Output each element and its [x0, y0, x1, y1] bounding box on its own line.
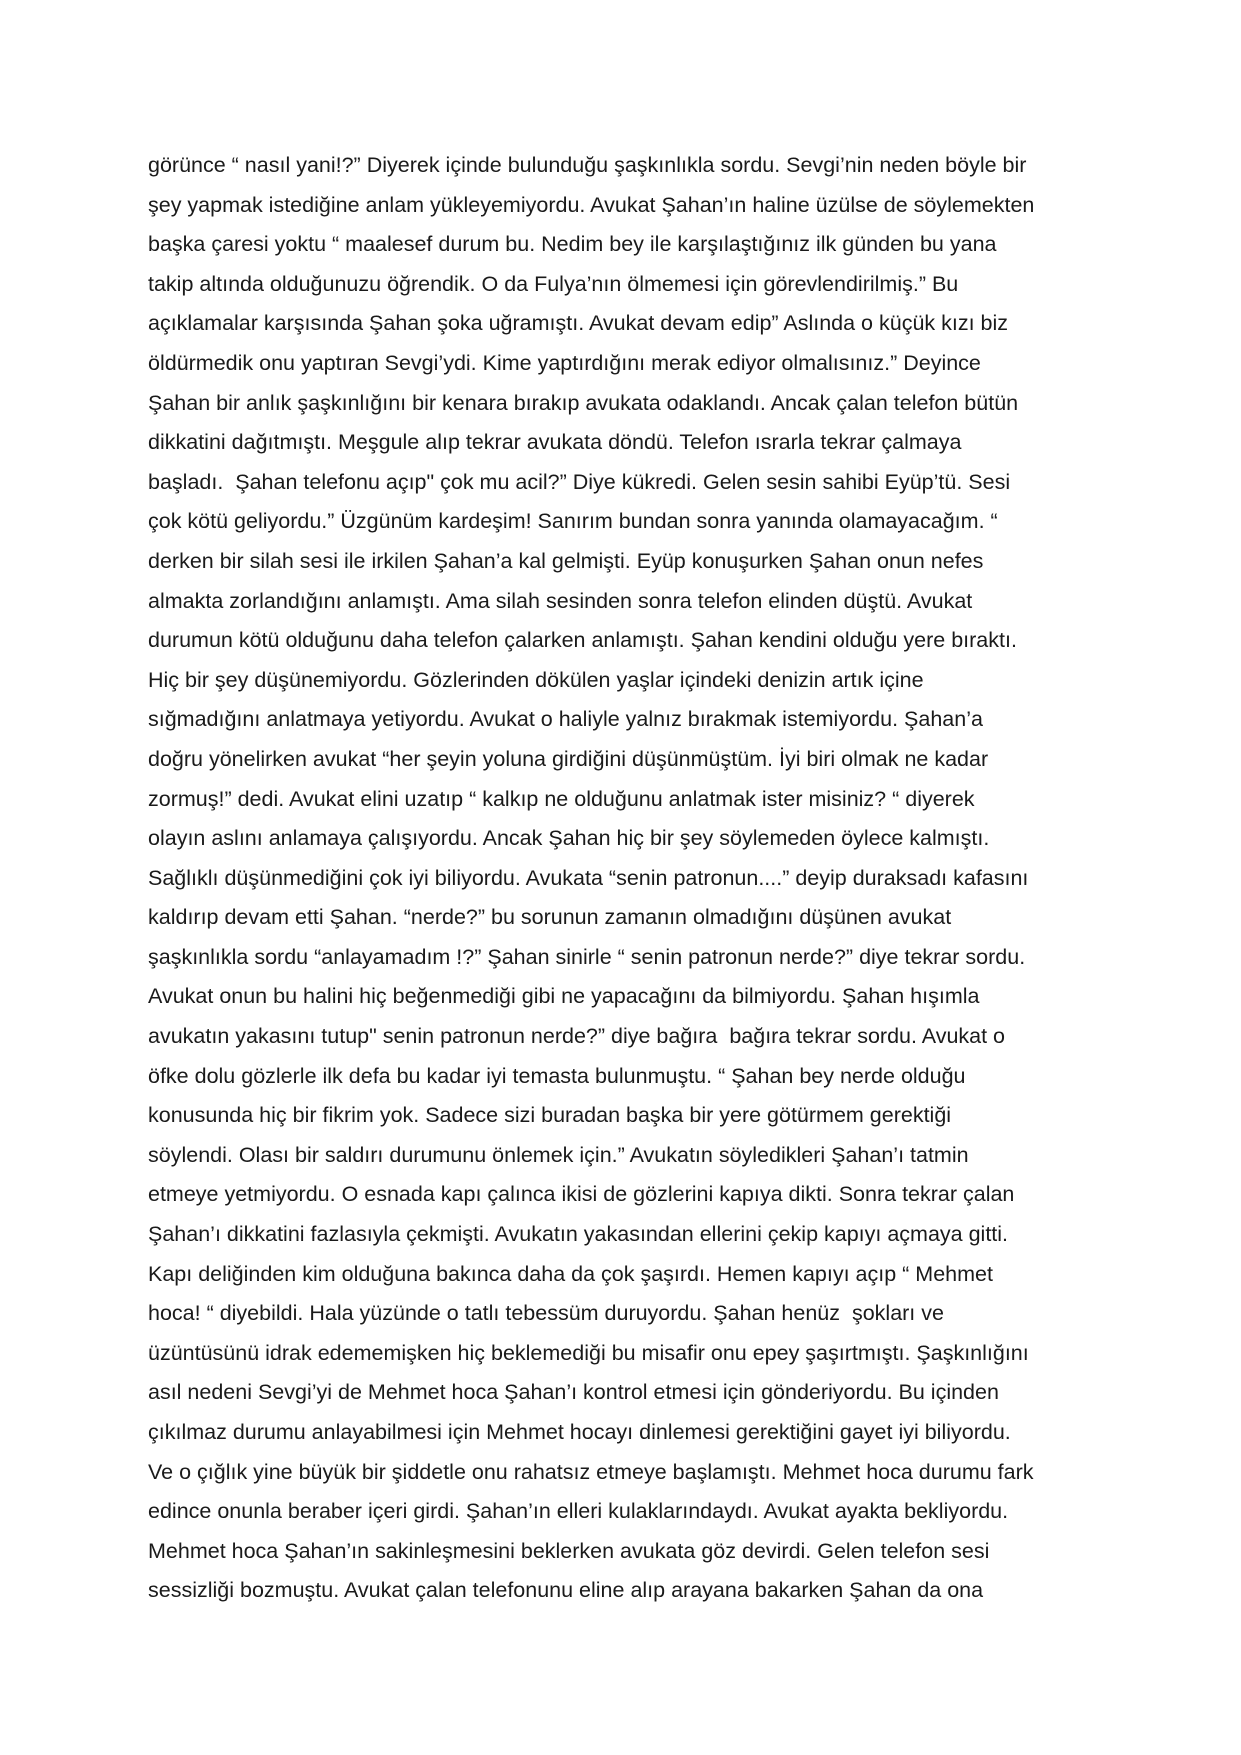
text-line: asıl nedeni Sevgi’yi de Mehmet hoca Şahan’ı kontrol etmesi için gönderiyordu. Bu içinden — [148, 1380, 999, 1405]
text-line: öfke dolu gözlerle ilk defa bu kadar iyi temasta bulunmuştu. “ Şahan bey nerde olduğu — [148, 1063, 966, 1088]
text-line: Avukat onun bu halini hiç beğenmediği gibi ne yapacağını da bilmiyordu. Şahan hışımla — [148, 984, 980, 1009]
text-line: avukatın yakasını tutup" senin patronun nerde?” diye bağıra bağıra tekrar sordu. Avukat o — [148, 1024, 1006, 1049]
text-line: Şahan bir anlık şaşkınlığını bir kenara bırakıp avukata odaklandı. Ancak çalan telefon bütün — [148, 390, 1019, 415]
text-line: hoca! “ diyebildi. Hala yüzünde o tatlı tebessüm duruyordu. Şahan henüz şokları ve — [148, 1301, 944, 1326]
text-line: edince onunla beraber içeri girdi. Şahan’ın elleri kulaklarındaydı. Avukat ayakta bekliyordu. — [148, 1499, 1009, 1524]
text-line: etmeye yetmiyordu. O esnada kapı çalınca ikisi de gözlerini kapıya dikti. Sonra tekrar çalan — [148, 1182, 1015, 1207]
text-line: üzüntüsünü idrak edememişken hiç beklemediği bu misafir onu epey şaşırtmıştı. Şaşkınlığını — [148, 1340, 1029, 1365]
text-line: Mehmet hoca Şahan’ın sakinleşmesini beklerken avukata göz devirdi. Gelen telefon sesi — [148, 1538, 990, 1563]
text-line: sığmadığını anlatmaya yetiyordu. Avukat o haliyle yalnız bırakmak istemiyordu. Şahan’a — [148, 707, 983, 732]
text-line: Kapı deliğinden kim olduğuna bakınca daha da çok şaşırdı. Hemen kapıyı açıp “ Mehmet — [148, 1261, 993, 1286]
text-line: Sağlıklı düşünmediğini çok iyi biliyordu. Avukata “senin patronun....” deyip duraksadı kafasını — [148, 865, 1029, 890]
text-line: çıkılmaz durumu anlayabilmesi için Mehmet hocayı dinlemesi gerektiğini gayet iyi biliyordu. — [148, 1420, 1011, 1444]
body-text — [148, 146, 1108, 1611]
text-line: öldürmedik onu yaptıran Sevgi’ydi. Kime yaptırdığını merak ediyor olmalısınız.” Deyince — [148, 350, 981, 375]
text-line: doğru yönelirken avukat “her şeyin yoluna girdiğini düşünmüştüm. İyi biri olmak ne kadar — [148, 746, 989, 771]
text-line: çok kötü geliyordu.” Üzgünüm kardeşim! Sanırım bundan sonra yanında olamayacağım. “ — [148, 509, 998, 534]
text-line: durumun kötü olduğunu daha telefon çalarken anlamıştı. Şahan kendini olduğu yere bıraktı. — [148, 628, 1017, 653]
text-line: açıklamalar karşısında Şahan şoka uğramıştı. Avukat devam edip” Aslında o küçük kızı biz — [148, 311, 1009, 336]
text-line: almakta zorlandığını anlamıştı. Ama silah sesinden sonra telefon elinden düştü. Avukat — [148, 588, 973, 613]
text-line: Şahan’ı dikkatini fazlasıyla çekmişti. Avukatın yakasından ellerini çekip kapıyı açmaya gitti. — [148, 1222, 1009, 1247]
text-line: başladı. Şahan telefonu açıp" çok mu acil?” Diye kükredi. Gelen sesin sahibi Eyüp’tü. Sesi — [148, 469, 1011, 494]
text-line: Hiç bir şey düşünemiyordu. Gözlerinden dökülen yaşlar içindeki denizin artık içine — [148, 667, 924, 692]
text-line: görünce “ nasıl yani!?” Diyerek içinde bulunduğu şaşkınlıkla sordu. Sevgi’nin neden böyle bir — [148, 153, 1027, 177]
text-line: takip altında olduğunuzu öğrendik. O da Fulya’nın ölmemesi için görevlendirilmiş.” Bu — [148, 271, 959, 296]
text-line: Ve o çığlık yine büyük bir şiddetle onu rahatsız etmeye başlamıştı. Mehmet hoca durumu fark — [148, 1459, 1034, 1484]
text-line: başka çaresi yoktu “ maalesef durum bu. Nedim bey ile karşılaştığınız ilk günden bu yana — [148, 232, 997, 257]
text-line: olayın aslını anlamaya çalışıyordu. Ancak Şahan hiç bir şey söylemeden öylece kalmıştı. — [148, 826, 990, 851]
text-line: zormuş!” dedi. Avukat elini uzatıp “ kalkıp ne olduğunu anlatmak ister misiniz? “ diyerek — [148, 786, 975, 811]
text-line: şey yapmak istediğine anlam yükleyemiyordu. Avukat Şahan’ın haline üzülse de söylemekten — [148, 192, 1035, 217]
text-line: söylendi. Olası bir saldırı durumunu önlemek için.” Avukatın söyledikleri Şahan’ı tatmin — [148, 1142, 969, 1167]
text-line: kaldırıp devam etti Şahan. “nerde?” bu sorunun zamanın olmadığını düşünen avukat — [148, 905, 952, 930]
text-line: konusunda hiç bir fikrim yok. Sadece sizi buradan başka bir yere götürmem gerektiği — [148, 1103, 952, 1128]
text-line: dikkatini dağıtmıştı. Meşgule alıp tekrar avukata döndü. Telefon ısrarla tekrar çalmaya — [148, 430, 962, 455]
text-line: şaşkınlıkla sordu “anlayamadım !?” Şahan sinirle “ senin patronun nerde?” diye tekrar sordu. — [148, 944, 1026, 969]
text-line: derken bir silah sesi ile irkilen Şahan’a kal gelmişti. Eyüp konuşurken Şahan onun nefes — [148, 548, 984, 573]
text-line: sessizliği bozmuştu. Avukat çalan telefonunu eline alıp arayana bakarken Şahan da ona — [148, 1578, 984, 1603]
